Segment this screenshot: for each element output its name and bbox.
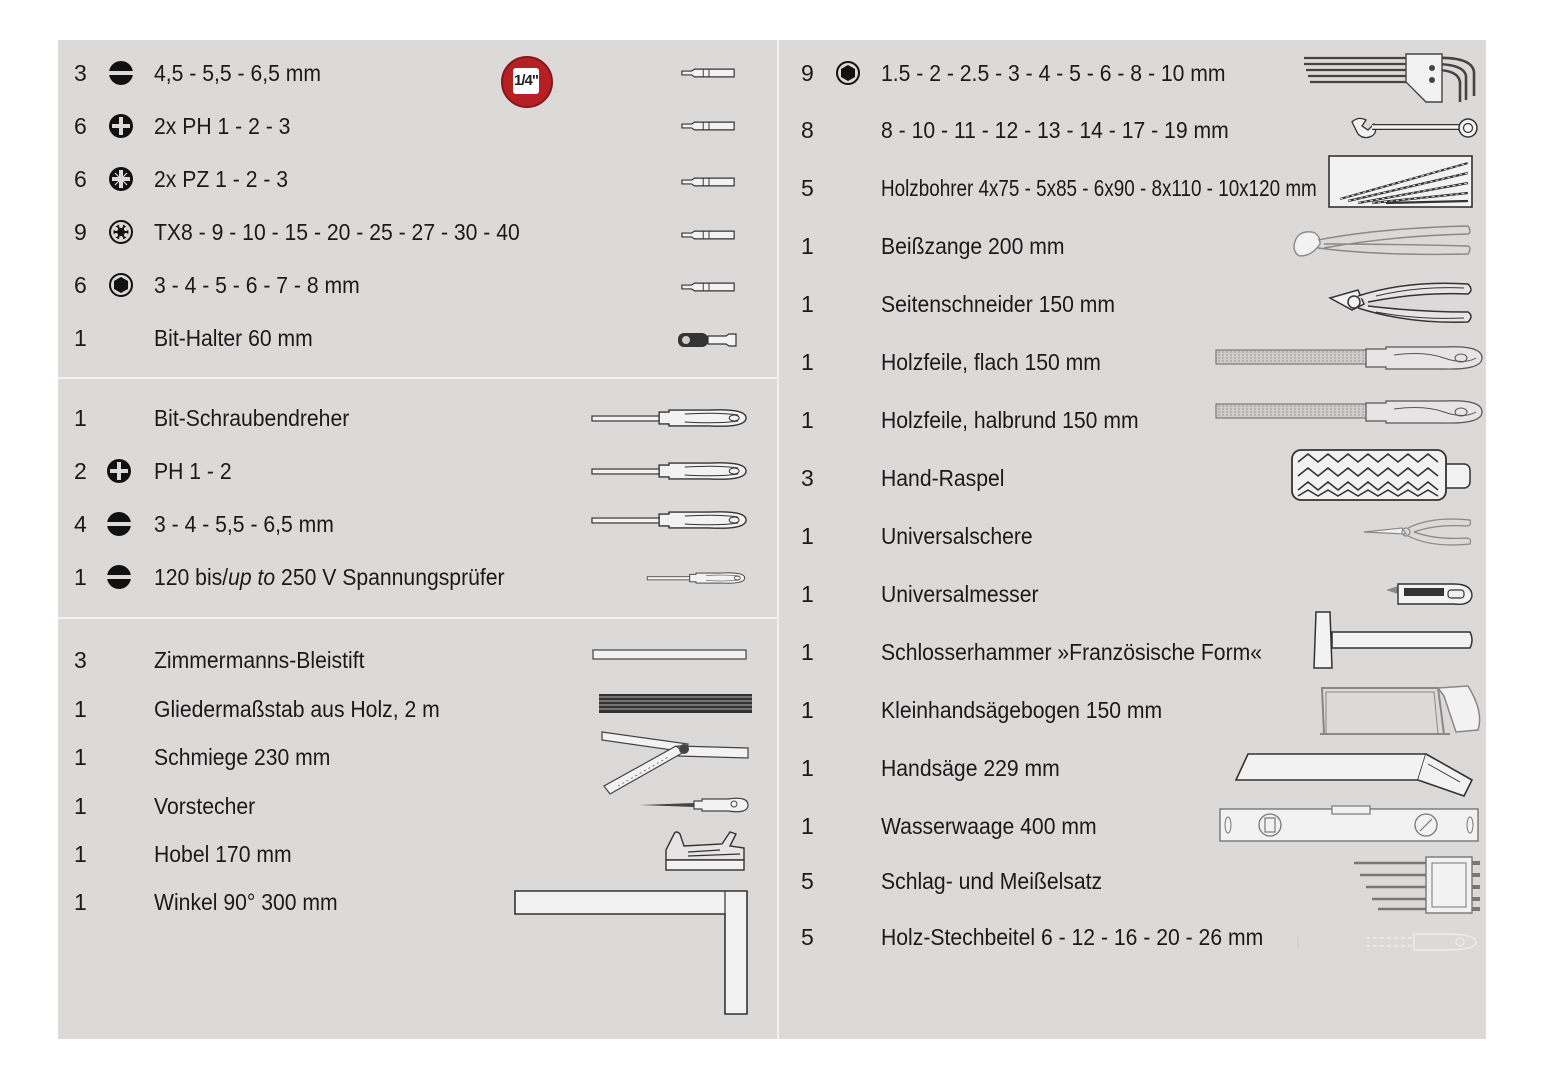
try-square-icon — [513, 890, 751, 1016]
list-item — [74, 791, 594, 821]
quantity: 6 — [74, 166, 87, 192]
quantity: 9 — [74, 219, 87, 245]
list-item — [801, 695, 1321, 725]
bit-holder-icon — [676, 330, 740, 350]
list-item — [801, 922, 1361, 952]
quantity: 1 — [801, 581, 814, 607]
chisel-punch-set-icon — [1350, 855, 1482, 917]
slotted-icon — [108, 60, 134, 86]
quantity: 3 — [74, 647, 87, 673]
quantity: 5 — [801, 924, 814, 950]
list-item — [801, 289, 1321, 319]
list-item — [801, 521, 1321, 551]
quantity: 1 — [801, 349, 814, 375]
list-item — [801, 173, 1361, 203]
quantity: 1 — [801, 291, 814, 317]
item-label: Schlosserhammer »Französische Form« — [881, 639, 1263, 665]
item-label: Universalmesser — [881, 581, 1039, 607]
wood-chisel-set-icon — [1294, 930, 1480, 954]
torx-icon — [108, 219, 134, 245]
quantity: 1 — [801, 697, 814, 723]
item-label: Kleinhandsägebogen 150 mm — [881, 697, 1163, 723]
hand-rasp-icon — [1290, 448, 1474, 504]
list-item — [801, 866, 1321, 896]
half-round-file-icon — [1214, 399, 1484, 425]
wood-drill-set-icon — [1328, 155, 1474, 209]
section-divider — [58, 617, 777, 619]
list-item — [74, 217, 774, 247]
hex-key-set-icon — [1302, 52, 1478, 106]
list-item — [74, 111, 774, 141]
side-cutter-icon — [1328, 278, 1474, 330]
list-item — [801, 637, 1321, 667]
hand-saw-icon — [1232, 750, 1476, 798]
column-divider — [777, 40, 779, 1039]
folding-rule-icon — [598, 693, 754, 715]
phillips-icon — [106, 458, 132, 484]
list-item — [801, 579, 1321, 609]
item-label: 2x PZ 1 - 2 - 3 — [154, 166, 289, 192]
quantity: 9 — [801, 60, 814, 86]
hammer-icon — [1310, 610, 1476, 672]
voltage-tester-icon — [646, 570, 746, 586]
item-label: 3 - 4 - 5,5 - 6,5 mm — [154, 511, 334, 537]
hacksaw-frame-icon — [1318, 684, 1486, 740]
wood-plane-icon — [662, 826, 748, 874]
item-label: Universalschere — [881, 523, 1033, 549]
awl-icon — [638, 792, 750, 818]
quantity: 3 — [74, 60, 87, 86]
item-label: Bit-Halter 60 mm — [154, 325, 313, 351]
quantity: 1 — [74, 564, 87, 590]
quantity: 1 — [801, 407, 814, 433]
screwdriver-icon — [590, 508, 748, 532]
item-label: Hand-Raspel — [881, 465, 1005, 491]
quantity: 1 — [74, 793, 87, 819]
quantity: 1 — [74, 889, 87, 915]
pozidriv-icon — [108, 166, 134, 192]
combination-wrench-icon — [1348, 116, 1480, 142]
quantity: 6 — [74, 113, 87, 139]
quantity: 1 — [801, 755, 814, 781]
list-item — [801, 58, 1321, 88]
section-divider — [58, 377, 777, 379]
item-label: Beißzange 200 mm — [881, 233, 1065, 259]
hex-icon — [108, 272, 134, 298]
spirit-level-icon — [1218, 805, 1482, 843]
quantity: 1 — [74, 696, 87, 722]
slotted-icon — [106, 564, 132, 590]
quantity: 5 — [801, 868, 814, 894]
quantity: 1 — [801, 233, 814, 259]
item-label: 1.5 - 2 - 2.5 - 3 - 4 - 5 - 6 - 8 - 10 mm — [881, 60, 1226, 86]
item-label: Zimmermanns-Bleistift — [154, 647, 365, 673]
item-label: TX8 - 9 - 10 - 15 - 20 - 25 - 27 - 30 - 40 — [154, 219, 520, 245]
quantity: 3 — [801, 465, 814, 491]
item-label: Wasserwaage 400 mm — [881, 813, 1097, 839]
list-item — [74, 270, 774, 300]
list-item — [74, 694, 594, 724]
list-item — [801, 463, 1321, 493]
quantity: 1 — [74, 325, 87, 351]
item-label: 3 - 4 - 5 - 6 - 7 - 8 mm — [154, 272, 360, 298]
item-label: 8 - 10 - 11 - 12 - 13 - 14 - 17 - 19 mm — [881, 117, 1229, 143]
tool-set-sheet — [58, 40, 1486, 1039]
phillips-icon — [108, 113, 134, 139]
list-item — [74, 839, 594, 869]
item-label: Schlag- und Meißelsatz — [881, 868, 1103, 894]
quantity: 1 — [801, 523, 814, 549]
hex-bit-icon — [680, 280, 738, 294]
phillips-bit-icon — [680, 119, 738, 133]
screwdriver-icon — [590, 406, 748, 430]
item-label: Winkel 90° 300 mm — [154, 889, 338, 915]
screwdriver-icon — [590, 459, 748, 483]
slotted-icon — [106, 511, 132, 537]
flat-bit-icon — [680, 66, 738, 80]
flat-file-icon — [1214, 345, 1484, 371]
item-label: Holzbohrer 4x75 - 5x85 - 6x90 - 8x110 - 10x120 mm — [881, 175, 1317, 201]
pencil-icon — [592, 649, 748, 661]
quantity: 1 — [801, 813, 814, 839]
list-item — [74, 742, 594, 772]
item-label: Gliedermaßstab aus Holz, 2 m — [154, 696, 440, 722]
item-label: Handsäge 229 mm — [881, 755, 1060, 781]
quantity: 4 — [74, 511, 87, 537]
hex-icon — [835, 60, 861, 86]
item-label: Holzfeile, halbrund 150 mm — [881, 407, 1139, 433]
quantity: 1 — [74, 405, 87, 431]
item-label: Vorstecher — [154, 793, 256, 819]
quantity: 5 — [801, 175, 814, 201]
universal-scissors-icon — [1362, 514, 1474, 550]
pozidriv-bit-icon — [680, 175, 738, 189]
list-item — [74, 645, 594, 675]
quantity: 1 — [801, 639, 814, 665]
torx-bit-icon — [680, 228, 738, 242]
quantity: 1 — [74, 744, 87, 770]
item-label: Seitenschneider 150 mm — [881, 291, 1116, 317]
item-label: PH 1 - 2 — [154, 458, 232, 484]
quantity: 6 — [74, 272, 87, 298]
sliding-bevel-icon — [598, 728, 750, 800]
quantity: 1 — [74, 841, 87, 867]
item-label: Bit-Schraubendreher — [154, 405, 350, 431]
utility-knife-icon — [1384, 580, 1474, 610]
quantity: 8 — [801, 117, 814, 143]
quantity: 2 — [74, 458, 87, 484]
item-label: 4,5 - 5,5 - 6,5 mm — [154, 60, 321, 86]
list-item — [801, 231, 1321, 261]
item-label: 2x PH 1 - 2 - 3 — [154, 113, 291, 139]
item-label: Holzfeile, flach 150 mm — [881, 349, 1101, 375]
pincer-pliers-icon — [1290, 222, 1474, 266]
item-label: Schmiege 230 mm — [154, 744, 331, 770]
list-item — [801, 115, 1321, 145]
item-label: 120 bis/up to 250 V Spannungsprüfer — [154, 564, 505, 590]
item-label: Holz-Stechbeitel 6 - 12 - 16 - 20 - 26 mm — [881, 924, 1264, 950]
list-item — [74, 58, 774, 88]
list-item — [74, 323, 774, 353]
list-item — [74, 164, 774, 194]
item-label: Hobel 170 mm — [154, 841, 292, 867]
badge-label: 1/4" — [513, 68, 539, 94]
